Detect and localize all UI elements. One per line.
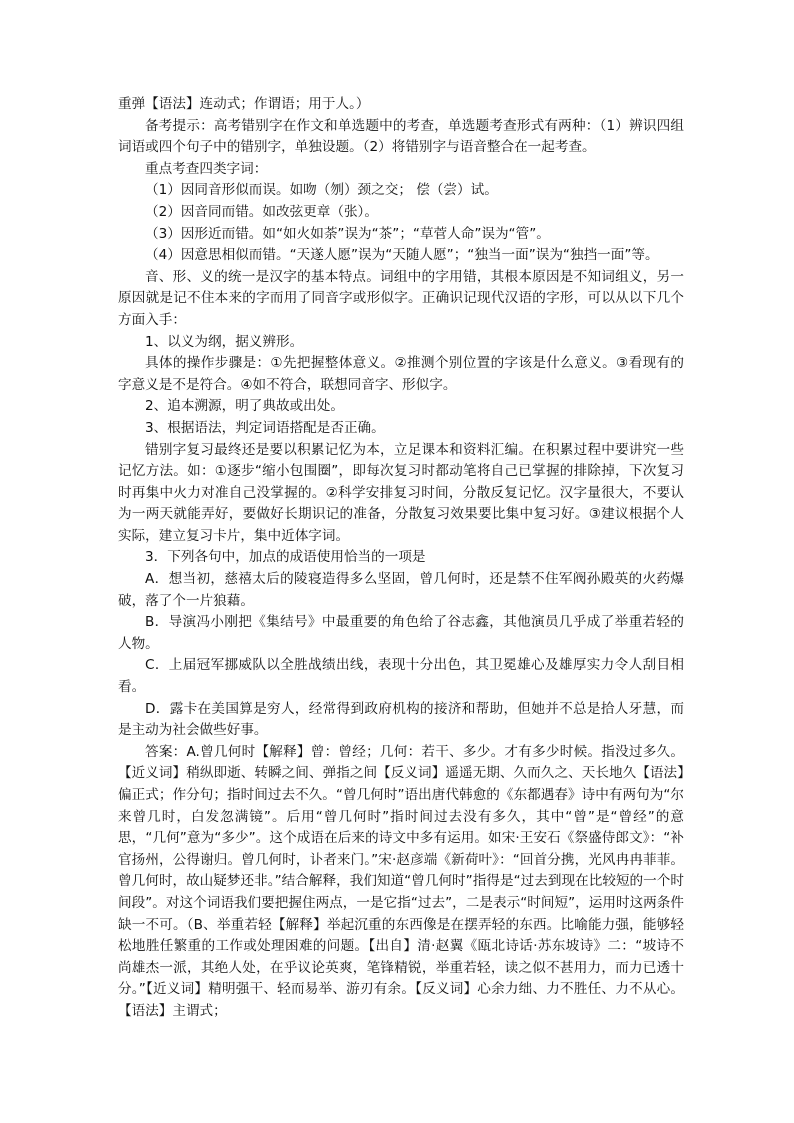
paragraph: 错别字复习最终还是要以积累记忆为本，立足课本和资料汇编。在积累过程中要讲究一些记忆方法。如：①逐步“缩小包围圈”，即每次复习时都动笔将自己已掌握的排除掉，下次复习时再集中火力对准自己没掌握的。②科学安排复习时间，分散反复记忆。汉字量很大，不要认为一两天就能弄好，要做好长期识记的准备，分散复习效果要比集中复习好。③建议根据个人实际，建立复习卡片，集中近体字词。 [118,441,684,544]
paragraph: 具体的操作步骤是：①先把握整体意义。②推测个别位置的字该是什么意义。③看现有的字意义是不是符合。④如不符合，联想同音字、形似字。 [118,355,684,393]
paragraph: 1、以义为纲，据义辨形。 [145,333,304,350]
paragraph: （1）因同音形似而误。如吻（刎）颈之交； 偿（尝）试。 [145,182,498,199]
paragraph: D．露卡在美国算是穷人，经常得到政府机构的接济和帮助，但她并不总是拾人牙慧，而是主动为社会做些好事。 [118,700,684,739]
paragraph: 音、形、义的统一是汉字的基本特点。词组中的字用错，其根本原因是不知词组义，另一原因就是记不住本来的字而用了同音字或形似字。正确识记现代汉语的字形，可以从以下几个方面入手： [118,268,684,328]
paragraph: （4）因意思相似而错。“天遂人愿”误为“天随人愿”；“独当一面”误为“独挡一面”等。 [145,247,659,264]
paragraph: 3．下列各句中，加点的成语使用恰当的一项是 [145,549,426,566]
paragraph: 备考提示：高考错别字在作文和单选题中的考查，单选题考查形式有两种：（1）辨识四组词语或四个句子中的错别字，单独设题。（2）将错别字与语音整合在一起考查。 [118,117,684,156]
paragraph: A．想当初，慈禧太后的陵寝造得多么坚固，曾几何时，还是禁不住军阀孙殿英的火药爆破，落了个一片狼藉。 [118,571,684,609]
document-page [118,94,684,1023]
paragraph: C．上届冠军挪威队以全胜战绩出线，表现十分出色，其卫冕雄心及雄厚实力令人刮目相看。 [118,657,684,696]
paragraph: （3）因形近而错。如“如火如荼”误为“茶”；“草菅人命”误为“管”。 [145,225,550,242]
paragraph: 2、追本溯源，明了典故或出处。 [145,398,344,415]
paragraph: 3、根据语法，判定词语搭配是否正确。 [145,419,385,436]
paragraph: 答案：A.曾几何时【解释】曾：曾经；几何：若干、多少。才有多少时候。指没过多久。【近义词】稍纵即逝、转瞬之间、弹指之间【反义词】遥遥无期、久而久之、天长地久【语法】偏正式；作分句；指时间过去不久。“曾几何时”语出唐代韩愈的《东都遇春》诗中有两句为“尔来曾几时，白发忽满镜”。后用“曾几何时”指时间过去没有多久，其中“曾”是“曾经”的意思，“几何”意为“多少”。这个成语在后来的诗文中多有运用。如宋·王安石《祭盛侍郎文》：“补官扬州，公得谢归。曾几何时，讣者来门。”宋·赵彦端《新荷叶》：“回首分携，光风冉冉菲菲。曾几何时，故山疑梦还非。”结合解释，我们知道“曾几何时”指得是“过去到现在比较短的一个时间段”。对这个词语我们要把握住两点，一是它指“过去”，二是表示“时间短”，运用时这两条件缺一不可。（B、举重若轻【解释】举起沉重的东西像是在摆弄轻的东西。比喻能力强，能够轻松地胜任繁重的工作或处理困难的问题。【出自】清·赵翼《瓯北诗话·苏东坡诗》二：“坡诗不尚雄杰一派，其绝人处，在乎议论英爽，笔锋精锐，举重若轻，读之似不甚用力，而力已透十分。”【近义词】精明强干、轻而易举、游刃有余。【反义词】心余力绌、力不胜任、力不从心。【语法】主谓式； [118,743,684,1019]
paragraph: （2）因音同而错。如改弦更章（张）。 [145,203,378,220]
paragraph: 重弹【语法】连动式；作谓语；用于人。） [118,96,370,112]
paragraph: 重点考查四类字词： [145,160,268,177]
paragraph: B．导演冯小刚把《集结号》中最重要的角色给了谷志鑫，其他演员几乎成了举重若轻的人物。 [118,614,684,652]
